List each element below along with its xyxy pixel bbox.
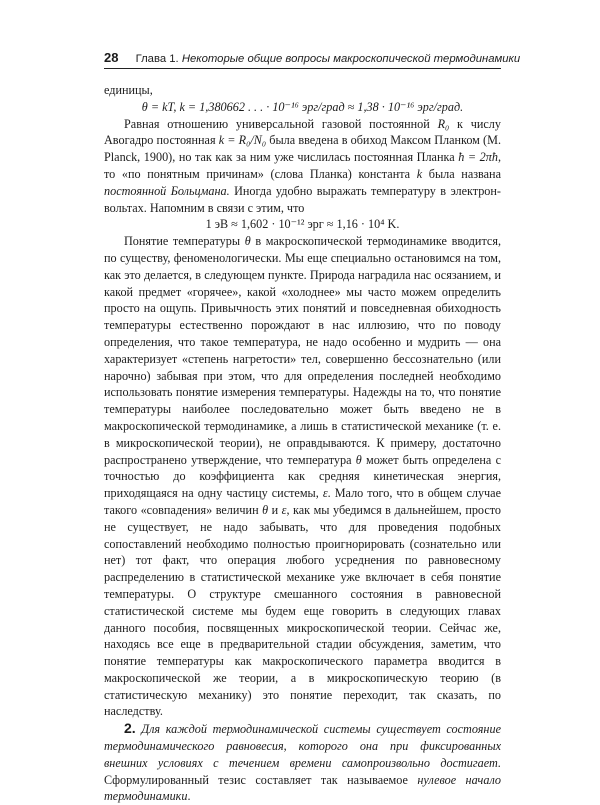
text-run: , то «по понятным причинам» (слова Планка) константа: [104, 150, 501, 181]
header-rule: [104, 68, 501, 69]
emphasis: постоянной Больцмана.: [104, 183, 230, 198]
page-body: [104, 82, 501, 805]
chapter-title: Некоторые общие вопросы макроскопической термодинамики: [181, 53, 521, 65]
text-run: Сформулированный тезис составляет так называемое: [104, 772, 418, 787]
text-run: может быть определена с точностью до коэффициента как средняя кинетическая энергия, приходящаяся на одну частицу системы,: [104, 452, 501, 501]
math-inline: ε: [281, 502, 287, 517]
text-run: Равная отношению универсальной газовой постоянной: [124, 116, 438, 131]
math-inline: ħ = 2πħ: [458, 150, 498, 165]
equation-boltzmann: θ = kT, k = 1,380662 . . . · 10⁻¹⁶ эрг/град ≈ 1,38 · 10⁻¹⁶ эрг/град.: [141, 99, 464, 114]
math-inline: k: [416, 166, 423, 181]
paragraph-temperature: [104, 233, 501, 720]
section-number: 2.: [124, 720, 136, 737]
text-run: Понятие температуры: [124, 234, 245, 249]
text-run: была введена в обиход Максом Планком (M. Planck, 1900), но так как за ним уже числилась постоянная Планка: [104, 133, 501, 165]
math-inline: θ: [355, 452, 362, 467]
math-inline: ε: [322, 486, 328, 501]
intro-text: единицы,: [104, 83, 153, 97]
math-inline: R₀: [437, 116, 450, 131]
equation-electronvolt: 1 эВ ≈ 1,602 · 10⁻¹² эрг ≈ 1,16 · 10⁴ K.: [205, 217, 400, 232]
text-run: и: [268, 502, 282, 517]
text-run: , как мы убедимся в дальнейшем, просто не существует, не надо забывать, что для проведения подобных сопоставлений необходимо полностью проигнорировать (сознательно или нет) тот факт, что операция любого усреднения по равновесному распределению в статистической механике уже включает в себя понятие температуры. О структуре смешанного состояния в равновесной статистической системе мы будем еще говорить в следующих главах данного пособия, посвященных микроскопической теории. Сейчас же, находясь все еще в предварительной стадии обсуждения, заметим, что понятие температуры как макроскопического параметра вводится в макроскопической же теории, а в микроскопическую теорию (в статистическую механику) это понятие переходит, так сказать, по наследству.: [104, 502, 501, 719]
math-inline: θ: [262, 502, 269, 517]
emphasis: нулевое начало термодинамики: [104, 772, 501, 804]
text-run: к числу Авогадро постоянная: [104, 116, 501, 148]
page-number: 28: [104, 50, 119, 65]
math-inline: θ: [244, 234, 251, 249]
text-run: . Мало того, что в общем случае такого «совпадения» величин: [104, 486, 501, 517]
text-run: была названа: [422, 166, 501, 181]
chapter-label: Глава 1.: [135, 53, 179, 65]
math-inline: k = R₀/N₀: [218, 133, 267, 148]
paragraph-planck: [104, 116, 501, 217]
text-run: в макроскопической термодинамике вводится, по существу, феноменологически. Мы еще специально остановимся на том, как это делается, в следующем пункте. Природа наградила нас осязанием, и какой предмет «горячее», какой «холоднее» мы часто можем определить просто на ощупь. Привычность этих понятий и повседневная обиходность температуры естественно порождают в нас иллюзию, что по поводу определения, что такое температура, не надо особенно и мудрить — она характеризует «степень нагретости» тел, совершенно бессознательно (или нарочно) забывая при этом, что для определения последней необходимо использовать понятие измерения температуры. Надежды на то, что понятие температуры наиболее последовательно может быть введено не в макроскопической термодинамике, а лишь в статистической механике (т. е. в микроскопической теории), не оправдываются. К примеру, достаточно распространено утверждение, что температура: [104, 234, 501, 467]
text-run: .: [187, 789, 191, 804]
emphasis: Для каждой термодинамической системы существует состояние термодинамического равновесия, которого она при фиксированных внешних условиях с течением времени самопроизвольно достигает.: [104, 722, 501, 770]
paragraph-zeroth-law: [104, 720, 501, 805]
running-header: [104, 50, 521, 70]
text-run: Иногда удобно выражать температуру в электрон-вольтах. Напомним в связи с этим, что: [104, 183, 501, 215]
